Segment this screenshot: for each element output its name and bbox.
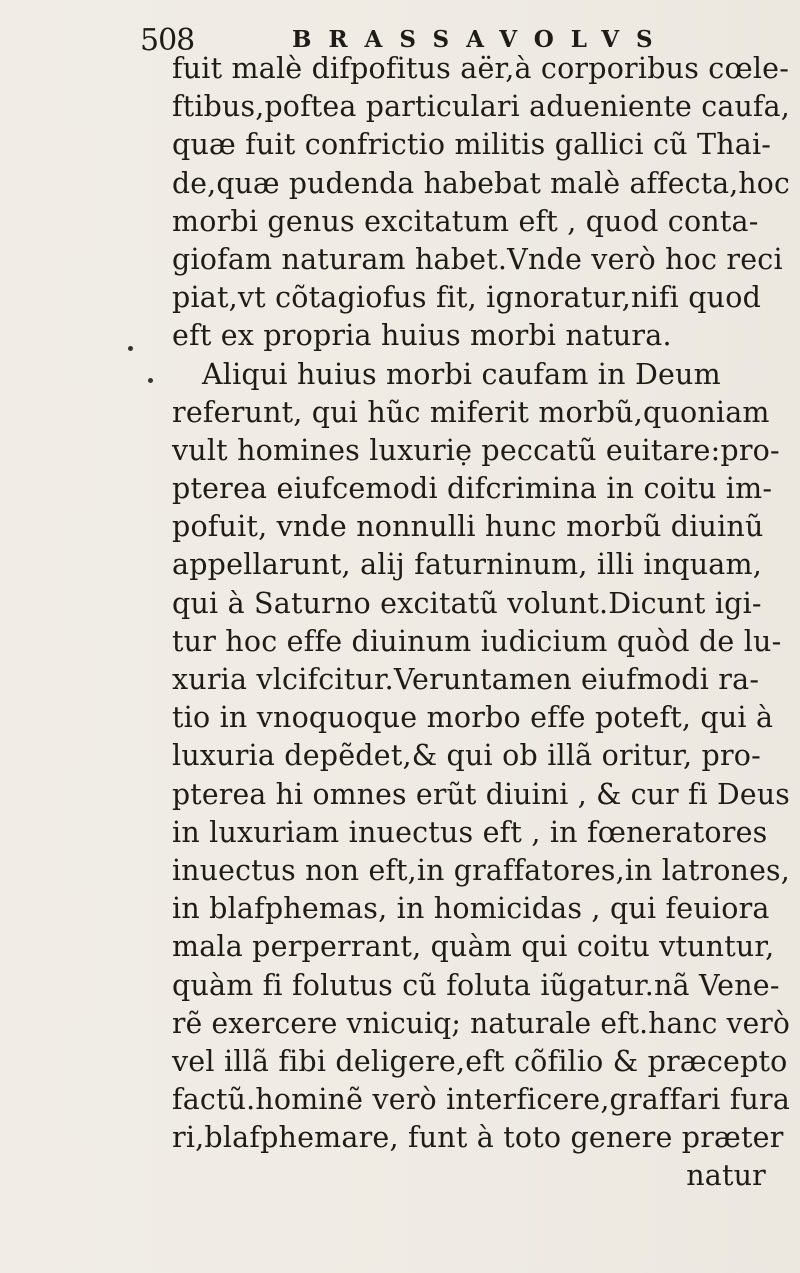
text-line: quàm fi folutus cũ foluta iũgatur.nã Vene-: [172, 968, 780, 1002]
text-line: mala perperrant, quàm qui coitu vtuntur,: [172, 930, 775, 964]
text-line: tur hoc effe diuinum iudicium quòd de lu-: [172, 624, 782, 658]
text-line: referunt, qui hũc miferit morbũ,quoniam: [172, 395, 770, 429]
catchword: natur: [686, 1159, 766, 1193]
text-line: qui à Saturno excitatũ volunt.Dicunt igi-: [172, 586, 762, 620]
text-line: fuit malè difpofitus aër,à corporibus cœle-: [172, 52, 790, 85]
text-line: tio in vnoquoque morbo effe poteft, qui à: [172, 701, 774, 735]
text-line: factũ.hominẽ verò interficere,graffari fura: [172, 1083, 791, 1117]
text-line: pofuit, vnde nonnulli hunc morbũ diuinũ: [172, 510, 764, 544]
margin-dot-mark: [148, 378, 153, 383]
text-line: quæ fuit confrictio militis gallici cũ Thai-: [172, 128, 772, 162]
text-line: rẽ exercere vnicuiq; naturale eft.hanc verò: [172, 1006, 791, 1040]
running-head: BRASSAVOLVS: [292, 26, 670, 53]
margin-dot-mark: [128, 346, 133, 351]
text-line: in blafphemas, in homicidas , qui feuiora: [172, 892, 770, 926]
text-line: vult homines luxuriẹ peccatũ euitare:pro-: [172, 433, 780, 467]
text-line: piat,vt cõtagiofus fit, ignoratur,nifi quod: [172, 281, 762, 315]
page-header: [140, 12, 760, 58]
text-line: xuria vlcifcitur.Veruntamen eiufmodi ra-: [172, 663, 760, 696]
text-line: appellarunt, alij faturninum, illi inquam,: [172, 548, 762, 582]
text-line: in luxuriam inuectus eft , in fœneratores: [172, 815, 768, 849]
text-line: de,quæ pudenda habebat malè affecta,hoc: [172, 166, 791, 200]
text-line: Aliqui huius morbi caufam in Deum: [202, 357, 721, 391]
text-line: eft ex propria huius morbi natura.: [172, 319, 672, 353]
text-line: ftibus,poftea particulari adueniente caufa,: [172, 90, 790, 124]
text-line: vel illã fibi deligere,eft cõfilio & præcepto: [172, 1044, 788, 1078]
body-text: [172, 50, 792, 1196]
text-line: pterea hi omnes erũt diuini , & cur fi Deus: [172, 777, 790, 811]
text-line: luxuria depẽdet,& qui ob illã oritur, pro-: [172, 739, 761, 773]
page-number: 508: [140, 23, 195, 58]
text-line: giofam naturam habet.Vnde verò hoc reci: [172, 242, 783, 276]
text-line: morbi genus excitatum eft , quod conta-: [172, 204, 759, 238]
text-line: inuectus non eft,in graffatores,in latrones,: [172, 853, 790, 887]
text-line: pterea eiufcemodi difcrimina in coitu im-: [172, 472, 773, 506]
text-line: ri,blafphemare, funt à toto genere præter: [172, 1121, 784, 1155]
